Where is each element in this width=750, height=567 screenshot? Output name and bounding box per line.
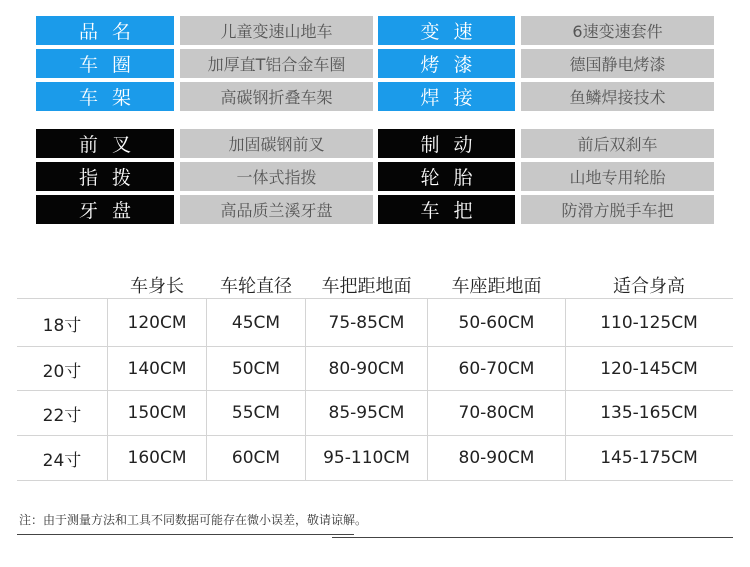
table-rule: [17, 298, 733, 299]
table-cell: 45CM: [231, 313, 281, 333]
spec-label-gear: 变速: [378, 16, 515, 45]
spec-value-crankset: 高品质兰溪牙盘: [180, 195, 373, 224]
spec-label-paint: 烤漆: [378, 49, 515, 78]
spec-label-brake: 制动: [378, 129, 515, 158]
spec-value-handlebar: 防滑方脱手车把: [521, 195, 714, 224]
note-underline: [17, 534, 354, 535]
table-cell: 60-70CM: [458, 359, 535, 379]
spec-value-tire: 山地专用轮胎: [521, 162, 714, 191]
table-cell: 150CM: [127, 403, 187, 423]
header-body-length: 车身长: [130, 276, 184, 297]
table-cell: 80-90CM: [458, 448, 535, 468]
table-cell: 160CM: [127, 448, 187, 468]
table-cell: 70-80CM: [458, 403, 535, 423]
size-label: 24寸: [42, 450, 82, 471]
measurement-note: 注：由于测量方法和工具不同数据可能存在微小误差，敬请谅解。: [19, 513, 368, 527]
table-cell: 55CM: [231, 403, 281, 423]
table-cell: 140CM: [127, 359, 187, 379]
spec-value-name: 儿童变速山地车: [180, 16, 373, 45]
spec-value-fork: 加固碳钢前叉: [180, 129, 373, 158]
spec-label-handlebar: 车把: [378, 195, 515, 224]
header-handlebar-height: 车把距地面: [321, 276, 412, 297]
spec-label-rim: 车圈: [36, 49, 174, 78]
note-underline: [332, 537, 733, 538]
table-cell: 80-90CM: [328, 359, 405, 379]
spec-label-crankset: 牙盘: [36, 195, 174, 224]
spec-label-frame: 车架: [36, 82, 174, 111]
header-wheel-diameter: 车轮直径: [220, 276, 292, 297]
table-cell: 95-110CM: [323, 448, 410, 468]
header-rider-height: 适合身高: [613, 276, 685, 297]
table-cell: 75-85CM: [328, 313, 405, 333]
spec-value-shifter: 一体式指拨: [180, 162, 373, 191]
spec-label-tire: 轮胎: [378, 162, 515, 191]
spec-value-brake: 前后双刹车: [521, 129, 714, 158]
spec-value-weld: 鱼鳞焊接技术: [521, 82, 714, 111]
table-cell: 120CM: [127, 313, 187, 333]
table-cell: 50-60CM: [458, 313, 535, 333]
table-cell: 60CM: [231, 448, 281, 468]
spec-label-weld: 焊接: [378, 82, 515, 111]
spec-label-name: 品名: [36, 16, 174, 45]
table-cell: 135-165CM: [600, 403, 698, 423]
table-rule: [17, 480, 733, 481]
table-cell: 50CM: [231, 359, 281, 379]
spec-label-fork: 前叉: [36, 129, 174, 158]
size-label: 20寸: [42, 361, 82, 382]
spec-value-rim: 加厚直T铝合金车圈: [180, 49, 373, 78]
table-cell: 120-145CM: [600, 359, 698, 379]
table-cell: 145-175CM: [600, 448, 698, 468]
spec-value-frame: 高碳钢折叠车架: [180, 82, 373, 111]
table-cell: 85-95CM: [328, 403, 405, 423]
header-seat-height: 车座距地面: [451, 276, 542, 297]
size-label: 22寸: [42, 405, 82, 426]
spec-value-gear: 6速变速套件: [521, 16, 714, 45]
table-cell: 110-125CM: [600, 313, 698, 333]
size-label: 18寸: [42, 315, 82, 336]
spec-value-paint: 德国静电烤漆: [521, 49, 714, 78]
spec-label-shifter: 指拨: [36, 162, 174, 191]
